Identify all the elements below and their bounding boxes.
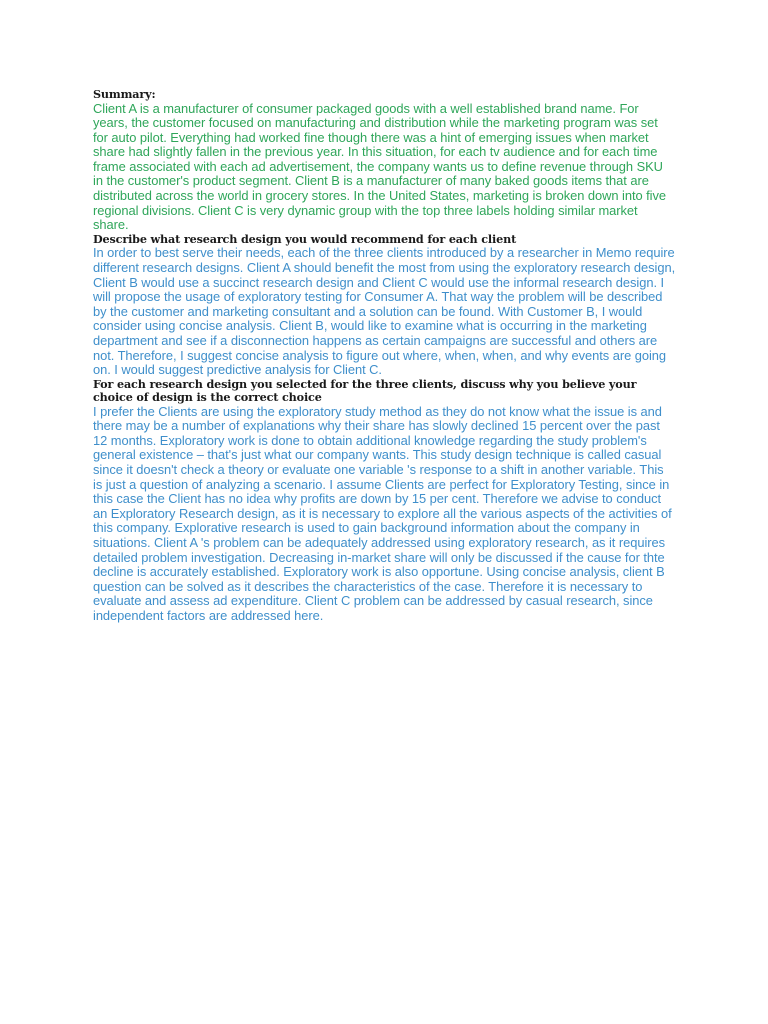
question-1-heading: Describe what research design you would recommend for each client	[93, 231, 517, 246]
document-page	[93, 88, 676, 624]
summary-paragraph: Client A is a manufacturer of consumer packaged goods with a well established brand name. For years, the customer focused on manufacturing and distribution while the marketing program was set for auto pilot. Everything had worked fine though there was a hint of emerging issues when market share had slightly fallen in the previous year. In this situation, for each tv audience and for each time frame associated with each ad advertisement, the company wants us to define revenue through SKU in the customer's product segment. Client B is a manufacturer of many baked goods items that are distributed across the world in grocery stores. In the United States, marketing is broken down into five regional divisions. Client C is very dynamic group with the top three labels holding similar market share.	[93, 100, 667, 233]
summary-heading: Summary:	[93, 87, 156, 101]
question-1-answer: In order to best serve their needs, each of the three clients introduced by a researcher in Memo require different research designs. Client A should benefit the most from using the exploratory research design, Client B would use a succinct research design and Client C would use the informal research design. I will propose the usage of exploratory testing for Consumer A. That way the problem will be described by the customer and marketing consultant and a solution can be found. With Customer B, I would consider using concise analysis. Client B, would like to examine what is occurring in the marketing department and see if a disconnection happens as certain campaigns are successful and others are not. Therefore, I suggest concise analysis to figure out where, when, when, and why events are going on. I would suggest predictive analysis for Client C.	[93, 245, 676, 378]
question-2-answer: I prefer the Clients are using the exploratory study method as they do not know what the issue is and there may be a number of explanations why their share has slowly declined 15 percent over the past 12 months. Exploratory work is done to obtain additional knowledge regarding the study problem's general existence – that's just what our company wants. This study design technique is called casual since it doesn't check a theory or evaluate one variable 's response to a shift in another variable. This is just a question of analyzing a scenario. I assume Clients are perfect for Exploratory Testing, since in this case the Client has no idea why profits are down by 15 per cent. Therefore we advise to conduct an Exploratory Research design, as it is necessary to explore all the various aspects of the activities of this company. Explorative research is used to gain background information about the company in situations. Client A 's problem can be adequately addressed using exploratory research, as it requires detailed problem investigation. Decreasing in-market share will only be discussed if the cause for thte decline is accurately established. Exploratory work is also opportune. Using concise analysis, client B question can be solved as it describes the characteristics of the case. Therefore it is necessary to evaluate and assess ad expenditure. Client C problem can be addressed by casual research, since independent factors are addressed here.	[93, 403, 672, 623]
question-2-heading: For each research design you selected for the three clients, discuss why you believe your choice of design is the correct choice	[93, 376, 637, 405]
